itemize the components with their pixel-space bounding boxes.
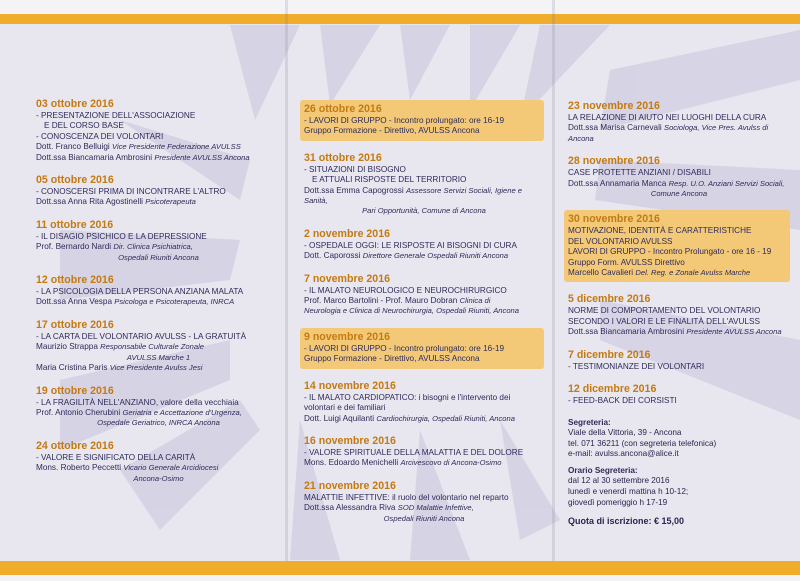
entry-topic: - LAVORI DI GRUPPO - Incontro prolungato: ore 16-19 bbox=[304, 343, 505, 353]
bottom-band bbox=[0, 561, 800, 581]
speaker-row bbox=[568, 268, 786, 278]
entry-date: 7 dicembre 2016 bbox=[568, 348, 651, 361]
speaker-row bbox=[304, 414, 544, 424]
column-middle bbox=[304, 100, 544, 535]
entry-topic: LAVORI DI GRUPPO - Incontro Prolungato - ore 16 - 19 bbox=[568, 247, 772, 257]
speaker-role: Assessore Servizi Sociali, Igiene e Sanità, bbox=[304, 185, 523, 206]
schedule-entry bbox=[568, 293, 790, 337]
fold-line bbox=[552, 0, 555, 581]
speaker-role: Del. Reg. e Zonale Avulss Marche bbox=[635, 268, 751, 278]
orario-label: Orario Segreteria: bbox=[568, 465, 638, 475]
schedule-entry bbox=[36, 219, 281, 263]
schedule-entry bbox=[568, 383, 790, 406]
speaker-role: SOD Malattie Infettive, bbox=[397, 503, 474, 513]
speaker-row bbox=[304, 458, 544, 468]
entry-topic: CASE PROTETTE ANZIANI / DISABILI bbox=[568, 168, 711, 178]
entry-topic: - IL MALATO CARDIOPATICO: i bisogni e l'intervento dei bbox=[304, 392, 511, 402]
column-left bbox=[36, 98, 281, 495]
speaker-row bbox=[304, 503, 544, 513]
speaker-row bbox=[36, 408, 281, 418]
speaker-row bbox=[36, 297, 281, 307]
speaker-name: Dott.ssa Biancamaria Ambrosini bbox=[36, 152, 153, 162]
speaker-name: Dott.ssa Emma Capogrossi bbox=[304, 185, 404, 195]
speaker-row bbox=[36, 197, 281, 207]
speaker-name: Dott. Caporossi bbox=[304, 251, 361, 261]
entry-topic: MOTIVAZIONE, IDENTITÀ E CARATTERISTICHE bbox=[568, 226, 752, 236]
speaker-name: Prof. Bernardo Nardi bbox=[36, 242, 112, 252]
speaker-role: Vicario Generale Arcidiocesi bbox=[123, 463, 219, 473]
speaker-affiliation: Ancona-Osimo bbox=[133, 473, 184, 483]
speaker-name: Marcello Cavalieri bbox=[568, 268, 634, 278]
speaker-role: Arcivescovo di Ancona-Osimo bbox=[400, 458, 502, 468]
schedule-entry bbox=[36, 98, 281, 163]
speaker-role: Dir. Clinica Psichiatrica, bbox=[113, 242, 193, 252]
entry-date: 21 novembre 2016 bbox=[304, 479, 396, 492]
speaker-affiliation: Ospedali Riuniti Ancona bbox=[118, 252, 199, 262]
speaker-role: Sociologa, Vice Pres. Avulss di Ancona bbox=[568, 123, 769, 143]
speaker-name: Dott.ssa Anna Vespa bbox=[36, 297, 113, 307]
speaker-row bbox=[36, 242, 281, 252]
entry-topic: - LA FRAGILITÀ NELL'ANZIANO, valore della vecchiaia bbox=[36, 397, 239, 407]
speaker-affiliation: Ospedali Riuniti Ancona bbox=[383, 513, 465, 523]
speaker-role: Responsabile Culturale Zonale bbox=[100, 342, 205, 352]
segreteria-tel: tel. 071 36211 (con segreteria telefonica) bbox=[568, 438, 717, 448]
entry-date: 26 ottobre 2016 bbox=[304, 103, 382, 115]
segreteria-label: Segreteria: bbox=[568, 417, 611, 427]
speaker-name: Mons. Roberto Peccetti bbox=[36, 463, 122, 473]
speaker-name: Prof. Antonio Cherubini bbox=[36, 407, 121, 417]
entry-topic: - CONOSCENZA DEI VOLONTARI bbox=[36, 131, 164, 141]
entry-topic: - IL MALATO NEUROLOGICO E NEUROCHIRURGICO bbox=[304, 285, 507, 295]
entry-date: 19 ottobre 2016 bbox=[36, 384, 114, 397]
speaker-row bbox=[304, 296, 544, 306]
column-right bbox=[568, 100, 790, 527]
entry-date: 30 novembre 2016 bbox=[568, 213, 660, 226]
schedule-entry bbox=[36, 274, 281, 308]
entry-topic: - FEED-BACK DEI CORSISTI bbox=[568, 396, 677, 406]
speaker-affiliation: AVULSS Marche 1 bbox=[126, 352, 191, 362]
entry-date: 12 ottobre 2016 bbox=[36, 274, 114, 287]
entry-topic: MALATTIE INFETTIVE: il ruolo del volontario nel reparto bbox=[304, 492, 509, 502]
entry-date: 28 novembre 2016 bbox=[568, 155, 660, 168]
speaker-affiliation: Pari Opportunità, Comune di Ancona bbox=[362, 206, 486, 216]
entry-topic: - VALORE E SIGNIFICATO DELLA CARITÀ bbox=[36, 452, 196, 462]
speaker-role: Psicologa e Psicoterapeuta, INRCA bbox=[114, 297, 235, 307]
entry-topic: - SITUAZIONI DI BISOGNO bbox=[304, 164, 406, 174]
entry-date: 14 novembre 2016 bbox=[304, 379, 396, 392]
schedule-entry bbox=[304, 480, 544, 524]
entry-topic: Gruppo Formazione - Direttivo, AVULSS Ancona bbox=[304, 354, 480, 364]
speaker-row bbox=[36, 153, 281, 163]
entry-topic: SECONDO I VALORI E LE FINALITÀ DELL'AVULSS bbox=[568, 316, 760, 326]
entry-topic: - TESTIMONIANZE DEI VOLONTARI bbox=[568, 361, 705, 371]
speaker-row bbox=[36, 142, 281, 152]
schedule-entry bbox=[564, 210, 790, 282]
entry-topic: - PRESENTAZIONE DELL'ASSOCIAZIONE bbox=[36, 111, 196, 120]
speaker-name: Dott.ssa Alessandra Riva bbox=[304, 503, 396, 513]
segreteria-address: Viale della Vittoria, 39 - Ancona bbox=[568, 428, 682, 438]
segreteria-block bbox=[568, 418, 790, 527]
speaker-row bbox=[304, 186, 544, 207]
speaker-role: Presidente AVULSS Ancona bbox=[154, 152, 250, 162]
column-right-entries bbox=[568, 100, 790, 407]
speaker-row bbox=[36, 463, 281, 473]
entry-topic: - IL DISAGIO PSICHICO E LA DEPRESSIONE bbox=[36, 231, 207, 241]
entry-topic: Gruppo Formazione - Direttivo, AVULSS Ancona bbox=[304, 126, 480, 136]
schedule-entry bbox=[304, 273, 544, 317]
schedule-entry bbox=[304, 228, 544, 262]
entry-date: 03 ottobre 2016 bbox=[36, 98, 114, 110]
schedule-entry bbox=[304, 380, 544, 424]
schedule-entry bbox=[304, 435, 544, 469]
speaker-role: Vice Presidente Federazione AVULSS bbox=[112, 142, 241, 152]
speaker-role: Geriatria e Accettazione d'Urgenza, bbox=[122, 407, 242, 417]
speaker-name: Dott. Luigi Aquilanti bbox=[304, 413, 375, 423]
entry-date: 16 novembre 2016 bbox=[304, 434, 396, 447]
orario-line: giovedì pomeriggio h 17-19 bbox=[568, 497, 668, 507]
speaker-name: Dott.ssa Anna Rita Agostinelli bbox=[36, 197, 143, 207]
schedule-entry bbox=[300, 100, 544, 141]
schedule-entry bbox=[568, 155, 790, 199]
entry-topic: - LA PSICOLOGIA DELLA PERSONA ANZIANA MALATA bbox=[36, 287, 244, 297]
entry-topic: LA RELAZIONE DI AIUTO NEI LUOGHI DELLA CURA bbox=[568, 113, 767, 122]
quota-iscrizione: Quota di iscrizione: € 15,00 bbox=[568, 516, 685, 527]
orario-line: dal 12 al 30 settembre 2016 bbox=[568, 476, 670, 486]
entry-date: 24 ottobre 2016 bbox=[36, 439, 114, 452]
entry-date: 7 novembre 2016 bbox=[304, 272, 390, 285]
speaker-name: Mons. Edoardo Menichelli bbox=[304, 458, 399, 468]
entry-topic: NORME DI COMPORTAMENTO DEL VOLONTARIO bbox=[568, 306, 761, 316]
speaker-name: Dott.ssa Marisa Carnevali bbox=[568, 123, 662, 133]
speaker-affiliation: Neurologia e Clinica di Neurochirurgia, Ospedali Riuniti, Ancona bbox=[304, 306, 519, 316]
entry-date: 17 ottobre 2016 bbox=[36, 318, 114, 331]
entry-date: 9 novembre 2016 bbox=[304, 330, 390, 343]
entry-date: 12 dicembre 2016 bbox=[568, 383, 657, 396]
speaker-affiliation: Ospedale Geriatrico, INRCA Ancona bbox=[97, 418, 220, 428]
schedule-entry bbox=[568, 349, 790, 372]
speaker-name: Prof. Marco Bartolini - Prof. Mauro Dobran bbox=[304, 296, 458, 306]
entry-date: 11 ottobre 2016 bbox=[36, 218, 114, 231]
schedule-entry bbox=[36, 174, 281, 208]
entry-date: 23 novembre 2016 bbox=[568, 100, 660, 112]
speaker-name: Dott. Franco Belluigi bbox=[36, 142, 110, 152]
speaker-row bbox=[568, 179, 790, 189]
speaker-name: Maurizio Strappa bbox=[36, 342, 98, 352]
orario-line: lunedì e venerdì mattina h 10-12; bbox=[568, 487, 689, 497]
entry-date: 5 dicembre 2016 bbox=[568, 293, 651, 306]
schedule-entry bbox=[300, 328, 544, 369]
schedule-entry bbox=[36, 385, 281, 429]
speaker-affiliation: Comune Ancona bbox=[650, 189, 708, 199]
speaker-name: Maria Cristina Paris bbox=[36, 363, 108, 373]
speaker-role: Vice Presidente Avulss Jesi bbox=[109, 363, 203, 373]
schedule-entry bbox=[36, 319, 281, 374]
entry-topic: Gruppo Form. AVULSS Direttivo bbox=[568, 257, 685, 267]
schedule-entry bbox=[568, 100, 790, 144]
schedule-entry bbox=[304, 152, 544, 217]
segreteria-email: e-mail: avulss.ancona@alice.it bbox=[568, 449, 679, 459]
speaker-name: Dott.ssa Annamaria Manca bbox=[568, 178, 667, 188]
speaker-role: Psicoterapeuta bbox=[145, 197, 196, 207]
speaker-row bbox=[36, 342, 281, 352]
speaker-role: Cardiochirurgia, Ospedali Riuniti, Ancona bbox=[376, 413, 515, 423]
entry-topic: - VALORE SPIRITUALE DELLA MALATTIA E DEL DOLORE bbox=[304, 447, 524, 457]
speaker-role: Clinica di bbox=[459, 296, 491, 306]
speaker-row bbox=[568, 327, 790, 337]
entry-date: 31 ottobre 2016 bbox=[304, 151, 382, 164]
speaker-row bbox=[568, 123, 790, 144]
entry-topic: E ATTUALI RISPOSTE DEL TERRITORIO bbox=[312, 175, 467, 185]
fold-line bbox=[285, 0, 288, 581]
entry-topic: - OSPEDALE OGGI: LE RISPOSTE AI BISOGNI DI CURA bbox=[304, 240, 517, 250]
entry-date: 05 ottobre 2016 bbox=[36, 174, 114, 187]
schedule-entry bbox=[36, 440, 281, 484]
entry-topic: DEL VOLONTARIO AVULSS bbox=[568, 236, 673, 246]
entry-date: 2 novembre 2016 bbox=[304, 227, 390, 240]
entry-topic: E DEL CORSO BASE bbox=[44, 121, 124, 131]
speaker-role: Direttore Generale Ospedali Riuniti Ancona bbox=[362, 251, 509, 261]
speaker-row bbox=[36, 363, 281, 373]
entry-topic: - LAVORI DI GRUPPO - Incontro prolungato: ore 16-19 bbox=[304, 116, 505, 125]
speaker-row bbox=[304, 251, 544, 261]
entry-topic: - LA CARTA DEL VOLONTARIO AVULSS - LA GRATUITÀ bbox=[36, 331, 247, 341]
entry-topic: volontari e dei familiari bbox=[304, 403, 386, 413]
entry-topic: - CONOSCERSI PRIMA DI INCONTRARE L'ALTRO bbox=[36, 187, 226, 197]
speaker-role: Presidente AVULSS Ancona bbox=[686, 327, 782, 337]
speaker-role: Resp. U.O. Anziani Servizi Sociali, bbox=[668, 178, 785, 188]
speaker-name: Dott.ssa Biancamaria Ambrosini bbox=[568, 327, 685, 337]
